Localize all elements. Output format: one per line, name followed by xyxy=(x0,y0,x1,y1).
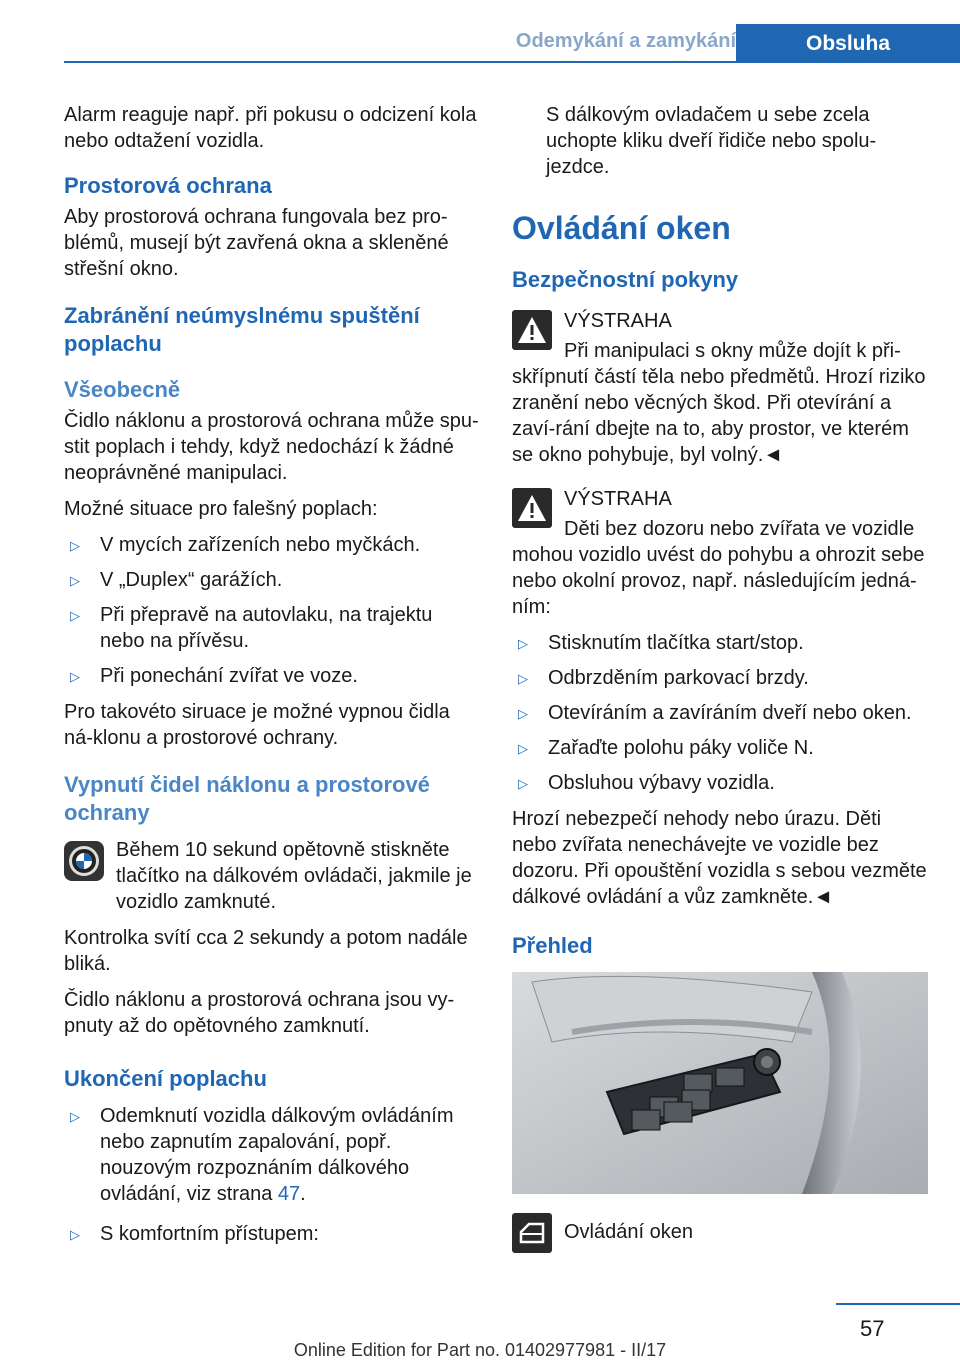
heading-prehled: Přehled xyxy=(512,933,593,958)
header-chapter-tab: Obsluha xyxy=(736,24,960,63)
triangle-bullet-icon: ▷ xyxy=(70,1109,80,1124)
heading-ovladani-oken: Ovládání oken xyxy=(512,210,731,246)
actions-list xyxy=(512,630,930,796)
triangle-bullet-icon: ▷ xyxy=(70,538,80,553)
dalkovym-paragraph: S dálkovým ovladačem u sebe zcela uchopte kliku dveří řidiče nebo spolu-jezdce. xyxy=(546,104,877,178)
takove-paragraph: Pro takovéto siruace je možné vypnou čidla ná-klonu a prostorové ochrany. xyxy=(64,701,450,749)
cidlo2-paragraph: Čidlo náklonu a prostorová ochrana jsou vy-pnuty až do opětovného zamknutí. xyxy=(64,989,455,1037)
triangle-bullet-icon: ▷ xyxy=(518,636,528,651)
heading-zabraneni: Zabránění neúmyslnému spuštění poplachu xyxy=(64,303,420,356)
header-rule xyxy=(64,61,960,63)
window-control-icon xyxy=(512,1213,552,1253)
legend-label: Ovládání oken xyxy=(564,1221,693,1243)
triangle-bullet-icon: ▷ xyxy=(70,573,80,588)
list-item: ▷ Odbrzděním parkovací brzdy. xyxy=(512,665,930,691)
header-section-title: Odemykání a zamykání xyxy=(515,30,736,52)
triangle-bullet-icon: ▷ xyxy=(70,1227,80,1242)
warning-1 xyxy=(512,308,930,468)
triangle-bullet-icon: ▷ xyxy=(70,669,80,684)
cidlo-paragraph: Čidlo náklonu a prostorová ochrana může spu-stit poplach i tehdy, když nedochází k žádné neoprávněné manipulaci. xyxy=(64,410,479,484)
heading-vypnuti: Vypnutí čidel náklonu a prostorové ochrany xyxy=(64,772,430,825)
situations-list xyxy=(64,532,482,689)
page-link[interactable]: 47 xyxy=(277,1183,301,1205)
page-number: 57 xyxy=(860,1316,885,1341)
warning-2-title: VÝSTRAHA xyxy=(564,488,672,510)
list-item: ▷ Odemknutí vozidla dálkovým ovládáním nebo zapnutím zapalování, popř. nouzovým rozpoznáním dálkového ovládání, viz strana 47. xyxy=(70,1105,454,1205)
list-item: ▷ Při ponechání zvířat ve voze. xyxy=(64,663,482,689)
triangle-bullet-icon: ▷ xyxy=(518,776,528,791)
window-controls-photo xyxy=(512,972,928,1194)
behem-paragraph: Během 10 sekund opětovně stiskněte tlačítko na dálkovém ovládači, jakmile je vozidlo zamknuté. xyxy=(116,839,472,913)
right-column xyxy=(512,102,930,1255)
warning-1-title: VÝSTRAHA xyxy=(564,310,672,332)
prostorova-paragraph: Aby prostorová ochrana fungovala bez pro-blémů, musejí být zavřená okna a skleněné střešní okno. xyxy=(64,206,449,280)
list-item: ▷ V mycích zařízeních nebo myčkách. xyxy=(64,532,482,558)
warning-1-text: Při manipulaci s okny může dojít k při-skřípnutí částí těla nebo předmětů. Hrozí riziko zranění nebo věcných škod. Při otevírání a zaví-rání dbejte na to, aby prostor, ve kterém se okno pohybuje, byl volný.◄ xyxy=(512,340,926,466)
kontrolka-paragraph: Kontrolka svítí cca 2 sekundy a potom nadále bliká. xyxy=(64,927,468,975)
edition-footer: Online Edition for Part no. 01402977981 - II/17 xyxy=(293,1340,667,1360)
left-column xyxy=(64,102,482,1257)
triangle-bullet-icon: ▷ xyxy=(70,608,80,623)
triangle-bullet-icon: ▷ xyxy=(518,706,528,721)
footer-rule xyxy=(836,1303,960,1305)
legend-row xyxy=(512,1213,930,1255)
bmw-instruction xyxy=(64,837,482,915)
list-item: ▷ Otevíráním a zavíráním dveří nebo oken. xyxy=(512,700,930,726)
remote-key-icon xyxy=(64,841,104,881)
triangle-bullet-icon: ▷ xyxy=(518,671,528,686)
mozne-situace: Možné situace pro falešný poplach: xyxy=(64,498,378,520)
warning-2 xyxy=(512,486,930,620)
heading-vseobecne: Všeobecně xyxy=(64,377,181,402)
heading-bezpecnostni-pokyny: Bezpečnostní pokyny xyxy=(512,267,739,292)
warning-2-text: Děti bez dozoru nebo zvířata ve vozidle mohou vozidlo uvést do pohybu a ohrozit sebe nebo okolní provoz, např. následujícím jedná-ním: xyxy=(512,518,925,618)
list-item: ▷ V „Duplex“ garážích. xyxy=(64,567,482,593)
list-item: ▷ Zařaďte polohu páky voliče N. xyxy=(512,735,930,761)
hrozi-paragraph: Hrozí nebezpečí nehody nebo úrazu. Děti nebo zvířata nenechávejte ve vozidle bez dozoru. Při opouštění vozidla s sebou vezměte dálkové ovládání a vůz zamkněte.◄ xyxy=(512,808,927,908)
end-alarm-list xyxy=(64,1103,482,1247)
heading-ukonceni: Ukončení poplachu xyxy=(64,1066,267,1091)
warning-triangle-icon xyxy=(512,310,552,350)
intro-paragraph: Alarm reaguje např. při pokusu o odcizení kola nebo odtažení vozidla. xyxy=(64,104,477,152)
list-item: ▷ Stisknutím tlačítka start/stop. xyxy=(512,630,930,656)
heading-prostorova-ochrana: Prostorová ochrana xyxy=(64,173,272,198)
list-item: ▷ Obsluhou výbavy vozidla. xyxy=(512,770,930,796)
list-item: ▷ S komfortním přístupem: xyxy=(64,1221,482,1247)
triangle-bullet-icon: ▷ xyxy=(518,741,528,756)
list-item: ▷ Při přepravě na autovlaku, na trajektu nebo na přívěsu. xyxy=(70,604,433,652)
warning-triangle-icon xyxy=(512,488,552,528)
